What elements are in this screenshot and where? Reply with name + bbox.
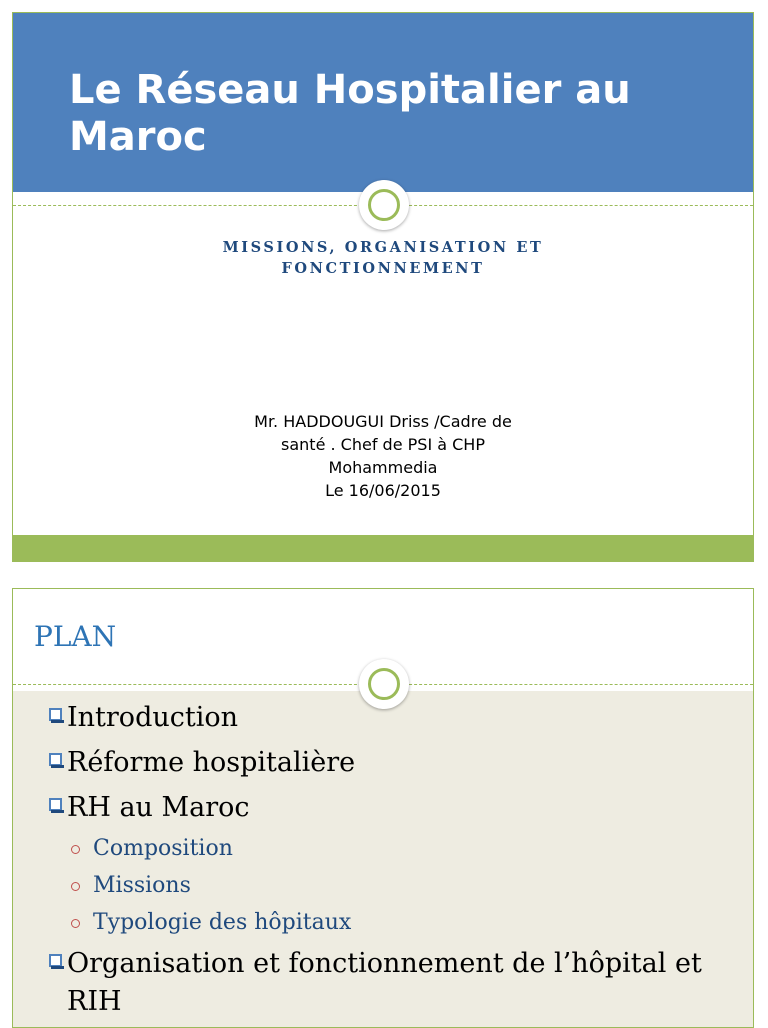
list-item-label: Introduction xyxy=(67,702,238,733)
square-bullet-icon xyxy=(49,954,62,967)
sub-list-item xyxy=(47,871,737,901)
circle-bullet-icon xyxy=(71,882,80,891)
list-item xyxy=(47,699,737,737)
author-line: Mohammedia xyxy=(328,458,438,477)
subtitle-line: MISSIONS, ORGANISATION ET xyxy=(222,239,544,256)
sub-list-item xyxy=(47,834,737,864)
sub-list-item-label: Composition xyxy=(93,836,233,861)
plan-list xyxy=(47,699,737,1028)
square-bullet-icon xyxy=(49,708,62,721)
title-header-band xyxy=(13,13,753,192)
author-block xyxy=(13,410,753,502)
plan-title: PLAN xyxy=(34,620,117,653)
title-slide xyxy=(12,12,754,562)
list-item-label: Réforme hospitalière xyxy=(67,747,356,778)
circle-ornament-icon xyxy=(359,180,409,230)
sub-list-item-label: Typologie des hôpitaux xyxy=(93,910,352,935)
sub-list-item-label: Missions xyxy=(93,873,191,898)
list-item xyxy=(47,945,737,1021)
list-item xyxy=(47,789,737,827)
circle-bullet-icon xyxy=(71,845,80,854)
sub-list-item xyxy=(47,908,737,938)
slide-title: Le Réseau Hospitalier au Maroc xyxy=(69,67,631,160)
subtitle-line: FONCTIONNEMENT xyxy=(281,260,485,277)
plan-slide xyxy=(12,588,754,1028)
footer-band xyxy=(13,535,753,561)
slide-subtitle xyxy=(13,237,753,279)
list-item xyxy=(47,744,737,782)
list-item-label: RH au Maroc xyxy=(67,792,250,823)
author-line: Mr. HADDOUGUI Driss /Cadre de xyxy=(254,412,512,431)
square-bullet-icon xyxy=(49,753,62,766)
author-date: Le 16/06/2015 xyxy=(325,481,441,500)
circle-bullet-icon xyxy=(71,919,80,928)
author-line: santé . Chef de PSI à CHP xyxy=(281,435,485,454)
list-item-label: Organisation et fonctionnement de l’hôpital et RIH xyxy=(67,948,702,1017)
square-bullet-icon xyxy=(49,798,62,811)
